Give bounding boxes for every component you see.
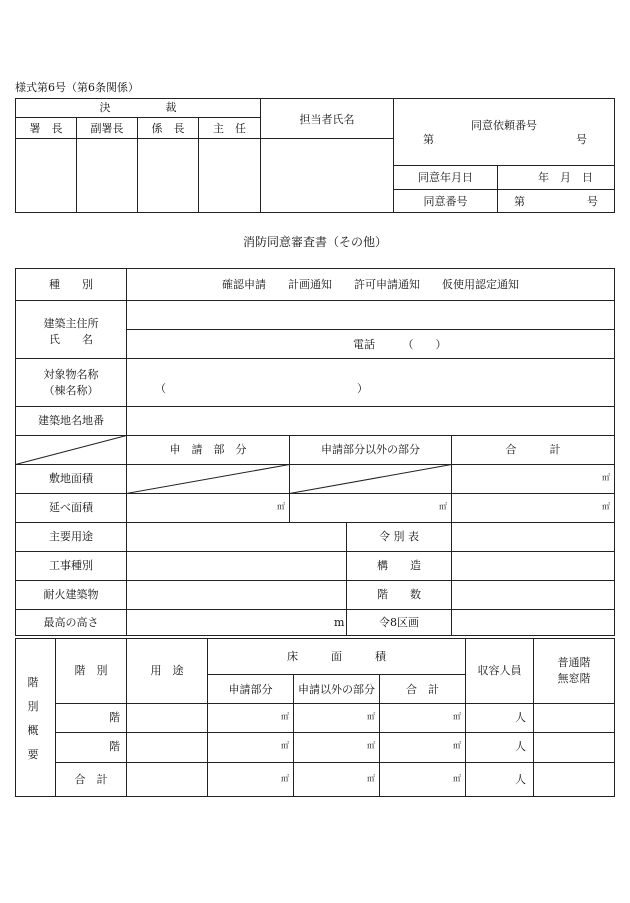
floor-row-2-total-unit: ㎡ xyxy=(453,741,461,750)
floor-row-1-kai: 階 xyxy=(109,711,120,724)
goubetsu-label: 令 別 表 xyxy=(379,530,419,543)
kessai-header: 決 裁 xyxy=(99,101,177,114)
floor-total-shinsei-unit: ㎡ xyxy=(281,774,289,783)
floor-row-2-kai: 階 xyxy=(109,740,120,753)
role-shunin: 主 任 xyxy=(213,122,246,135)
floor-row-2-shinsei-unit: ㎡ xyxy=(281,741,289,750)
douibango-dai: 第 xyxy=(514,195,525,208)
rei8-label: 令8区画 xyxy=(379,616,419,629)
musou-header: 無窓階 xyxy=(557,672,591,685)
floor-side-label: 階 別 概 要 xyxy=(27,676,39,761)
kaisuu-label: 階 数 xyxy=(377,588,421,601)
douibi-value: 年 月 日 xyxy=(538,171,593,184)
irai-number-title: 同意依頼番号 xyxy=(471,119,537,132)
floor-row-2-igai-unit: ㎡ xyxy=(367,741,375,750)
youto-header: 用 途 xyxy=(150,664,184,677)
col-goukei: 合 計 xyxy=(505,443,561,456)
floor-total-person-unit: 人 xyxy=(515,773,526,786)
shubetsu-label: 種 別 xyxy=(49,278,93,291)
document-title: 消防同意審査書（その他） xyxy=(242,235,387,249)
futsuu-header: 普通階 xyxy=(557,656,591,669)
shikichi-total-unit: ㎡ xyxy=(602,473,610,482)
form-number-label: 様式第6号（第6条関係） xyxy=(15,81,139,94)
yuka-menseki-header: 床 面 積 xyxy=(287,650,386,663)
douibango-label: 同意番号 xyxy=(423,195,468,208)
shubetsu-options: 確認申請 計画通知 許可申請通知 仮使用認定通知 xyxy=(222,278,519,291)
taishou-paren-open: （ xyxy=(155,382,166,395)
nobe-shinsei-unit: ㎡ xyxy=(277,502,285,511)
irai-go: 号 xyxy=(576,133,587,146)
nobe-label: 延べ面積 xyxy=(49,501,93,514)
kenchikunushi-label-1: 建築主住所 xyxy=(43,317,99,330)
irai-dai: 第 xyxy=(423,133,434,146)
floor-row-1-shinsei-unit: ㎡ xyxy=(281,712,289,721)
nobe-total-unit: ㎡ xyxy=(602,502,610,511)
col-shinsei: 申 請 部 分 xyxy=(169,443,247,456)
floor-total-total-unit: ㎡ xyxy=(453,774,461,783)
role-fukushochou: 副署長 xyxy=(90,122,124,135)
tantousha-label: 担当者氏名 xyxy=(299,113,355,126)
role-shochou: 署 長 xyxy=(29,122,63,135)
floor-row-1-igai-unit: ㎡ xyxy=(367,712,375,721)
taishou-label-2: （棟名称） xyxy=(43,384,99,397)
shuyouto-label: 主要用途 xyxy=(49,530,93,543)
shikichi-label: 敷地面積 xyxy=(49,472,93,485)
saikou-unit: m xyxy=(334,616,345,629)
nobe-igai-unit: ㎡ xyxy=(439,502,447,511)
role-kakarichou: 係 長 xyxy=(151,122,185,135)
sub-igai: 申請以外の部分 xyxy=(298,683,375,696)
douibango-go: 号 xyxy=(587,195,598,208)
taika-label: 耐火建築物 xyxy=(43,588,99,601)
kouzou-label: 構 造 xyxy=(377,559,421,572)
floor-row-1-person-unit: 人 xyxy=(515,711,526,724)
taishou-label-1: 対象物名称 xyxy=(43,368,99,381)
chiban-label: 建築地名地番 xyxy=(38,414,104,427)
floor-row-1-total-unit: ㎡ xyxy=(453,712,461,721)
saikou-label: 最高の高さ xyxy=(43,616,99,629)
taishou-paren-close: ） xyxy=(357,382,368,395)
koujishubetsu-label: 工事種別 xyxy=(49,559,93,572)
col-igai: 申請部分以外の部分 xyxy=(321,443,420,456)
denwa-label: 電話 （ ） xyxy=(353,338,447,351)
kenchikunushi-label-2: 氏 名 xyxy=(49,333,93,346)
floor-row-2-person-unit: 人 xyxy=(515,740,526,753)
kaibetsu-header: 階 別 xyxy=(74,664,108,677)
shuyou-jinin-header: 収容人員 xyxy=(477,664,522,677)
sub-goukei: 合 計 xyxy=(406,683,439,696)
douibi-label: 同意年月日 xyxy=(418,171,473,184)
sub-shinsei: 申請部分 xyxy=(228,683,273,696)
floor-total-igai-unit: ㎡ xyxy=(367,774,375,783)
floor-total-label: 合 計 xyxy=(74,773,108,786)
